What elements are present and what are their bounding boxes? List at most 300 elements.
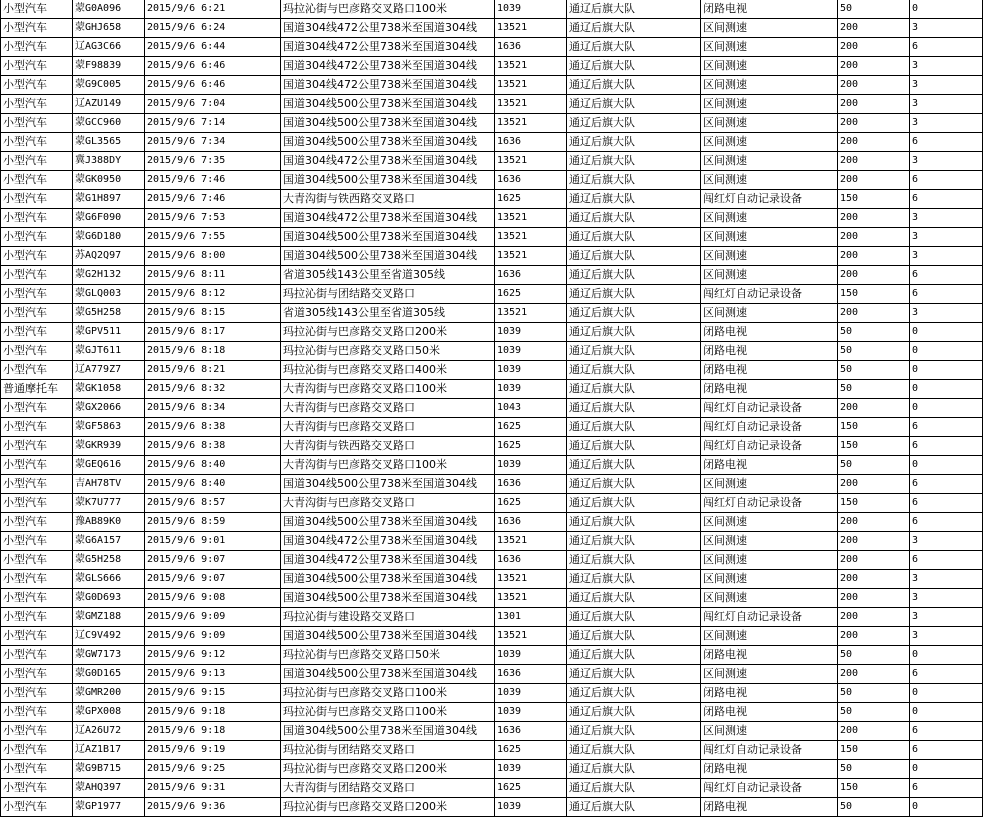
vehicle-type-cell: 小型汽车 xyxy=(1,722,73,741)
device-type-cell: 区间测速 xyxy=(701,589,838,608)
points-cell: 6 xyxy=(910,779,983,798)
department-cell: 通辽后旗大队 xyxy=(567,551,701,570)
vehicle-type-cell: 小型汽车 xyxy=(1,532,73,551)
vehicle-type-cell: 小型汽车 xyxy=(1,228,73,247)
points-cell: 0 xyxy=(910,684,983,703)
department-cell: 通辽后旗大队 xyxy=(567,57,701,76)
table-row xyxy=(1,779,983,798)
points-cell: 6 xyxy=(910,418,983,437)
violation-code-cell: 1636 xyxy=(495,551,567,570)
plate-number-cell: 蒙GJT611 xyxy=(73,342,145,361)
vehicle-type-cell: 小型汽车 xyxy=(1,798,73,817)
vehicle-type-cell: 小型汽车 xyxy=(1,779,73,798)
time-cell: 2015/9/6 6:46 xyxy=(145,76,281,95)
time-cell: 2015/9/6 6:46 xyxy=(145,57,281,76)
time-cell: 2015/9/6 9:09 xyxy=(145,627,281,646)
points-cell: 0 xyxy=(910,399,983,418)
points-cell: 3 xyxy=(910,608,983,627)
device-type-cell: 闭路电视 xyxy=(701,760,838,779)
violation-code-cell: 13521 xyxy=(495,57,567,76)
time-cell: 2015/9/6 9:31 xyxy=(145,779,281,798)
vehicle-type-cell: 小型汽车 xyxy=(1,665,73,684)
plate-number-cell: 蒙G5H258 xyxy=(73,304,145,323)
department-cell: 通辽后旗大队 xyxy=(567,703,701,722)
fine-amount-cell: 200 xyxy=(838,399,910,418)
vehicle-type-cell: 小型汽车 xyxy=(1,418,73,437)
vehicle-type-cell: 小型汽车 xyxy=(1,114,73,133)
violation-code-cell: 1039 xyxy=(495,684,567,703)
device-type-cell: 闭路电视 xyxy=(701,361,838,380)
plate-number-cell: 蒙G0D165 xyxy=(73,665,145,684)
device-type-cell: 区间测速 xyxy=(701,133,838,152)
fine-amount-cell: 150 xyxy=(838,741,910,760)
fine-amount-cell: 200 xyxy=(838,133,910,152)
location-cell: 玛拉沁街与巴彦路交叉路口100米 xyxy=(281,703,495,722)
points-cell: 6 xyxy=(910,285,983,304)
time-cell: 2015/9/6 6:24 xyxy=(145,19,281,38)
plate-number-cell: 蒙G5H258 xyxy=(73,551,145,570)
device-type-cell: 闯红灯自动记录设备 xyxy=(701,494,838,513)
device-type-cell: 区间测速 xyxy=(701,114,838,133)
fine-amount-cell: 150 xyxy=(838,494,910,513)
violation-code-cell: 1039 xyxy=(495,0,567,19)
location-cell: 玛拉沁街与巴彦路交叉路口200米 xyxy=(281,760,495,779)
department-cell: 通辽后旗大队 xyxy=(567,76,701,95)
points-cell: 6 xyxy=(910,133,983,152)
fine-amount-cell: 50 xyxy=(838,361,910,380)
department-cell: 通辽后旗大队 xyxy=(567,684,701,703)
device-type-cell: 区间测速 xyxy=(701,171,838,190)
device-type-cell: 区间测速 xyxy=(701,152,838,171)
location-cell: 国道304线472公里738米至国道304线 xyxy=(281,551,495,570)
location-cell: 玛拉沁街与巴彦路交叉路口200米 xyxy=(281,323,495,342)
fine-amount-cell: 150 xyxy=(838,285,910,304)
points-cell: 3 xyxy=(910,304,983,323)
table-row xyxy=(1,665,983,684)
fine-amount-cell: 200 xyxy=(838,228,910,247)
violation-code-cell: 13521 xyxy=(495,95,567,114)
department-cell: 通辽后旗大队 xyxy=(567,456,701,475)
plate-number-cell: 吉AH78TV xyxy=(73,475,145,494)
fine-amount-cell: 200 xyxy=(838,551,910,570)
points-cell: 3 xyxy=(910,228,983,247)
table-row xyxy=(1,494,983,513)
vehicle-type-cell: 小型汽车 xyxy=(1,437,73,456)
department-cell: 通辽后旗大队 xyxy=(567,266,701,285)
vehicle-type-cell: 小型汽车 xyxy=(1,171,73,190)
points-cell: 6 xyxy=(910,475,983,494)
table-row xyxy=(1,361,983,380)
table-row xyxy=(1,266,983,285)
table-row xyxy=(1,95,983,114)
table-row xyxy=(1,646,983,665)
device-type-cell: 区间测速 xyxy=(701,551,838,570)
points-cell: 0 xyxy=(910,0,983,19)
points-cell: 0 xyxy=(910,646,983,665)
table-row xyxy=(1,513,983,532)
time-cell: 2015/9/6 8:21 xyxy=(145,361,281,380)
table-row xyxy=(1,760,983,779)
plate-number-cell: 蒙G0D693 xyxy=(73,589,145,608)
time-cell: 2015/9/6 8:34 xyxy=(145,399,281,418)
location-cell: 玛拉沁街与巴彦路交叉路口50米 xyxy=(281,342,495,361)
location-cell: 大青沟街与巴彦路交叉路口100米 xyxy=(281,456,495,475)
points-cell: 0 xyxy=(910,380,983,399)
location-cell: 国道304线500公里738米至国道304线 xyxy=(281,722,495,741)
points-cell: 6 xyxy=(910,171,983,190)
points-cell: 6 xyxy=(910,494,983,513)
table-row xyxy=(1,209,983,228)
time-cell: 2015/9/6 7:46 xyxy=(145,171,281,190)
fine-amount-cell: 50 xyxy=(838,0,910,19)
points-cell: 0 xyxy=(910,703,983,722)
department-cell: 通辽后旗大队 xyxy=(567,665,701,684)
fine-amount-cell: 200 xyxy=(838,266,910,285)
department-cell: 通辽后旗大队 xyxy=(567,589,701,608)
vehicle-type-cell: 小型汽车 xyxy=(1,741,73,760)
violation-code-cell: 13521 xyxy=(495,570,567,589)
department-cell: 通辽后旗大队 xyxy=(567,95,701,114)
department-cell: 通辽后旗大队 xyxy=(567,38,701,57)
vehicle-type-cell: 小型汽车 xyxy=(1,589,73,608)
time-cell: 2015/9/6 9:19 xyxy=(145,741,281,760)
table-row xyxy=(1,76,983,95)
department-cell: 通辽后旗大队 xyxy=(567,741,701,760)
time-cell: 2015/9/6 8:11 xyxy=(145,266,281,285)
location-cell: 国道304线472公里738米至国道304线 xyxy=(281,57,495,76)
plate-number-cell: 蒙GLS666 xyxy=(73,570,145,589)
fine-amount-cell: 50 xyxy=(838,703,910,722)
device-type-cell: 闯红灯自动记录设备 xyxy=(701,418,838,437)
department-cell: 通辽后旗大队 xyxy=(567,171,701,190)
fine-amount-cell: 50 xyxy=(838,646,910,665)
device-type-cell: 闯红灯自动记录设备 xyxy=(701,285,838,304)
points-cell: 3 xyxy=(910,209,983,228)
time-cell: 2015/9/6 7:46 xyxy=(145,190,281,209)
table-row xyxy=(1,722,983,741)
time-cell: 2015/9/6 8:57 xyxy=(145,494,281,513)
vehicle-type-cell: 小型汽车 xyxy=(1,266,73,285)
plate-number-cell: 辽AZU149 xyxy=(73,95,145,114)
points-cell: 6 xyxy=(910,437,983,456)
time-cell: 2015/9/6 9:01 xyxy=(145,532,281,551)
fine-amount-cell: 50 xyxy=(838,342,910,361)
department-cell: 通辽后旗大队 xyxy=(567,437,701,456)
time-cell: 2015/9/6 8:32 xyxy=(145,380,281,399)
device-type-cell: 区间测速 xyxy=(701,665,838,684)
violation-code-cell: 1039 xyxy=(495,361,567,380)
violation-code-cell: 1039 xyxy=(495,380,567,399)
plate-number-cell: 蒙AHQ397 xyxy=(73,779,145,798)
points-cell: 3 xyxy=(910,589,983,608)
department-cell: 通辽后旗大队 xyxy=(567,380,701,399)
violation-code-cell: 1636 xyxy=(495,38,567,57)
location-cell: 省道305线143公里至省道305线 xyxy=(281,266,495,285)
fine-amount-cell: 200 xyxy=(838,114,910,133)
table-row xyxy=(1,285,983,304)
table-row xyxy=(1,570,983,589)
time-cell: 2015/9/6 9:07 xyxy=(145,570,281,589)
plate-number-cell: 蒙GL3565 xyxy=(73,133,145,152)
vehicle-type-cell: 小型汽车 xyxy=(1,76,73,95)
fine-amount-cell: 150 xyxy=(838,437,910,456)
plate-number-cell: 蒙GX2066 xyxy=(73,399,145,418)
plate-number-cell: 蒙G6F090 xyxy=(73,209,145,228)
location-cell: 省道305线143公里至省道305线 xyxy=(281,304,495,323)
fine-amount-cell: 200 xyxy=(838,247,910,266)
device-type-cell: 区间测速 xyxy=(701,570,838,589)
fine-amount-cell: 50 xyxy=(838,323,910,342)
fine-amount-cell: 200 xyxy=(838,304,910,323)
device-type-cell: 闭路电视 xyxy=(701,703,838,722)
department-cell: 通辽后旗大队 xyxy=(567,133,701,152)
points-cell: 0 xyxy=(910,798,983,817)
time-cell: 2015/9/6 8:40 xyxy=(145,475,281,494)
location-cell: 国道304线500公里738米至国道304线 xyxy=(281,133,495,152)
department-cell: 通辽后旗大队 xyxy=(567,532,701,551)
plate-number-cell: 蒙GMZ188 xyxy=(73,608,145,627)
violation-code-cell: 13521 xyxy=(495,304,567,323)
location-cell: 大青沟街与巴彦路交叉路口100米 xyxy=(281,380,495,399)
violation-code-cell: 13521 xyxy=(495,152,567,171)
violation-code-cell: 1636 xyxy=(495,475,567,494)
plate-number-cell: 蒙GF5863 xyxy=(73,418,145,437)
time-cell: 2015/9/6 8:40 xyxy=(145,456,281,475)
points-cell: 0 xyxy=(910,323,983,342)
violation-code-cell: 1039 xyxy=(495,646,567,665)
table-row xyxy=(1,741,983,760)
department-cell: 通辽后旗大队 xyxy=(567,152,701,171)
department-cell: 通辽后旗大队 xyxy=(567,190,701,209)
location-cell: 国道304线500公里738米至国道304线 xyxy=(281,589,495,608)
time-cell: 2015/9/6 9:12 xyxy=(145,646,281,665)
plate-number-cell: 辽C9V492 xyxy=(73,627,145,646)
location-cell: 大青沟街与团结路交叉路口 xyxy=(281,779,495,798)
vehicle-type-cell: 小型汽车 xyxy=(1,209,73,228)
plate-number-cell: 蒙GKR939 xyxy=(73,437,145,456)
device-type-cell: 区间测速 xyxy=(701,266,838,285)
location-cell: 玛拉沁街与团结路交叉路口 xyxy=(281,741,495,760)
location-cell: 国道304线472公里738米至国道304线 xyxy=(281,38,495,57)
violation-code-cell: 1625 xyxy=(495,494,567,513)
device-type-cell: 区间测速 xyxy=(701,247,838,266)
department-cell: 通辽后旗大队 xyxy=(567,228,701,247)
points-cell: 6 xyxy=(910,190,983,209)
time-cell: 2015/9/6 7:14 xyxy=(145,114,281,133)
plate-number-cell: 蒙G1H897 xyxy=(73,190,145,209)
department-cell: 通辽后旗大队 xyxy=(567,722,701,741)
time-cell: 2015/9/6 9:09 xyxy=(145,608,281,627)
violation-code-cell: 1301 xyxy=(495,608,567,627)
points-cell: 0 xyxy=(910,760,983,779)
plate-number-cell: 苏AQ2Q97 xyxy=(73,247,145,266)
plate-number-cell: 蒙G6D180 xyxy=(73,228,145,247)
table-row xyxy=(1,475,983,494)
table-row xyxy=(1,57,983,76)
table-row xyxy=(1,19,983,38)
time-cell: 2015/9/6 8:38 xyxy=(145,437,281,456)
time-cell: 2015/9/6 6:21 xyxy=(145,0,281,19)
plate-number-cell: 豫AB89K0 xyxy=(73,513,145,532)
plate-number-cell: 辽AZ1B17 xyxy=(73,741,145,760)
plate-number-cell: 蒙F98839 xyxy=(73,57,145,76)
violation-code-cell: 1625 xyxy=(495,741,567,760)
table-row xyxy=(1,323,983,342)
table-row xyxy=(1,589,983,608)
violation-code-cell: 1625 xyxy=(495,418,567,437)
fine-amount-cell: 200 xyxy=(838,95,910,114)
department-cell: 通辽后旗大队 xyxy=(567,475,701,494)
time-cell: 2015/9/6 8:17 xyxy=(145,323,281,342)
device-type-cell: 区间测速 xyxy=(701,19,838,38)
department-cell: 通辽后旗大队 xyxy=(567,361,701,380)
violation-code-cell: 1039 xyxy=(495,456,567,475)
violation-code-cell: 1039 xyxy=(495,342,567,361)
plate-number-cell: 辽A779Z7 xyxy=(73,361,145,380)
location-cell: 玛拉沁街与巴彦路交叉路口100米 xyxy=(281,684,495,703)
department-cell: 通辽后旗大队 xyxy=(567,19,701,38)
time-cell: 2015/9/6 7:34 xyxy=(145,133,281,152)
department-cell: 通辽后旗大队 xyxy=(567,399,701,418)
device-type-cell: 闭路电视 xyxy=(701,684,838,703)
department-cell: 通辽后旗大队 xyxy=(567,418,701,437)
location-cell: 国道304线500公里738米至国道304线 xyxy=(281,114,495,133)
violation-code-cell: 13521 xyxy=(495,532,567,551)
points-cell: 3 xyxy=(910,152,983,171)
device-type-cell: 区间测速 xyxy=(701,627,838,646)
time-cell: 2015/9/6 7:53 xyxy=(145,209,281,228)
points-cell: 6 xyxy=(910,665,983,684)
fine-amount-cell: 200 xyxy=(838,171,910,190)
table-row xyxy=(1,190,983,209)
fine-amount-cell: 50 xyxy=(838,760,910,779)
plate-number-cell: 蒙G0A096 xyxy=(73,0,145,19)
location-cell: 玛拉沁街与巴彦路交叉路口100米 xyxy=(281,0,495,19)
fine-amount-cell: 200 xyxy=(838,665,910,684)
location-cell: 玛拉沁街与巴彦路交叉路口200米 xyxy=(281,798,495,817)
device-type-cell: 闭路电视 xyxy=(701,380,838,399)
points-cell: 3 xyxy=(910,95,983,114)
time-cell: 2015/9/6 8:00 xyxy=(145,247,281,266)
points-cell: 3 xyxy=(910,532,983,551)
points-cell: 6 xyxy=(910,551,983,570)
table-row xyxy=(1,0,983,19)
vehicle-type-cell: 小型汽车 xyxy=(1,342,73,361)
vehicle-type-cell: 小型汽车 xyxy=(1,627,73,646)
device-type-cell: 区间测速 xyxy=(701,228,838,247)
fine-amount-cell: 150 xyxy=(838,779,910,798)
vehicle-type-cell: 小型汽车 xyxy=(1,399,73,418)
location-cell: 国道304线500公里738米至国道304线 xyxy=(281,228,495,247)
department-cell: 通辽后旗大队 xyxy=(567,513,701,532)
department-cell: 通辽后旗大队 xyxy=(567,570,701,589)
device-type-cell: 区间测速 xyxy=(701,722,838,741)
points-cell: 6 xyxy=(910,38,983,57)
violation-code-cell: 1636 xyxy=(495,171,567,190)
time-cell: 2015/9/6 8:59 xyxy=(145,513,281,532)
fine-amount-cell: 200 xyxy=(838,608,910,627)
plate-number-cell: 蒙G9C005 xyxy=(73,76,145,95)
violation-code-cell: 13521 xyxy=(495,114,567,133)
department-cell: 通辽后旗大队 xyxy=(567,209,701,228)
vehicle-type-cell: 小型汽车 xyxy=(1,684,73,703)
vehicle-type-cell: 小型汽车 xyxy=(1,361,73,380)
table-row xyxy=(1,171,983,190)
device-type-cell: 区间测速 xyxy=(701,532,838,551)
table-row xyxy=(1,437,983,456)
location-cell: 国道304线500公里738米至国道304线 xyxy=(281,95,495,114)
plate-number-cell: 蒙G6A157 xyxy=(73,532,145,551)
points-cell: 6 xyxy=(910,722,983,741)
device-type-cell: 闯红灯自动记录设备 xyxy=(701,437,838,456)
device-type-cell: 闭路电视 xyxy=(701,342,838,361)
plate-number-cell: 辽AG3C66 xyxy=(73,38,145,57)
vehicle-type-cell: 小型汽车 xyxy=(1,646,73,665)
plate-number-cell: 蒙GHJ658 xyxy=(73,19,145,38)
violation-code-cell: 1636 xyxy=(495,133,567,152)
location-cell: 大青沟街与铁西路交叉路口 xyxy=(281,437,495,456)
fine-amount-cell: 200 xyxy=(838,38,910,57)
vehicle-type-cell: 小型汽车 xyxy=(1,608,73,627)
violation-code-cell: 13521 xyxy=(495,589,567,608)
table-row xyxy=(1,418,983,437)
device-type-cell: 闯红灯自动记录设备 xyxy=(701,190,838,209)
vehicle-type-cell: 小型汽车 xyxy=(1,760,73,779)
table-row xyxy=(1,228,983,247)
department-cell: 通辽后旗大队 xyxy=(567,247,701,266)
location-cell: 玛拉沁街与建设路交叉路口 xyxy=(281,608,495,627)
time-cell: 2015/9/6 9:18 xyxy=(145,703,281,722)
plate-number-cell: 蒙GLQ003 xyxy=(73,285,145,304)
points-cell: 3 xyxy=(910,19,983,38)
fine-amount-cell: 50 xyxy=(838,456,910,475)
violation-code-cell: 1039 xyxy=(495,323,567,342)
table-row xyxy=(1,342,983,361)
department-cell: 通辽后旗大队 xyxy=(567,114,701,133)
points-cell: 0 xyxy=(910,361,983,380)
department-cell: 通辽后旗大队 xyxy=(567,323,701,342)
fine-amount-cell: 200 xyxy=(838,722,910,741)
fine-amount-cell: 150 xyxy=(838,190,910,209)
location-cell: 大青沟街与铁西路交叉路口 xyxy=(281,190,495,209)
device-type-cell: 闭路电视 xyxy=(701,0,838,19)
vehicle-type-cell: 小型汽车 xyxy=(1,456,73,475)
device-type-cell: 区间测速 xyxy=(701,57,838,76)
plate-number-cell: 蒙GMR200 xyxy=(73,684,145,703)
time-cell: 2015/9/6 8:15 xyxy=(145,304,281,323)
violation-code-cell: 13521 xyxy=(495,247,567,266)
fine-amount-cell: 200 xyxy=(838,152,910,171)
time-cell: 2015/9/6 9:15 xyxy=(145,684,281,703)
device-type-cell: 闭路电视 xyxy=(701,323,838,342)
fine-amount-cell: 200 xyxy=(838,627,910,646)
points-cell: 3 xyxy=(910,570,983,589)
device-type-cell: 区间测速 xyxy=(701,209,838,228)
vehicle-type-cell: 小型汽车 xyxy=(1,304,73,323)
device-type-cell: 闯红灯自动记录设备 xyxy=(701,741,838,760)
time-cell: 2015/9/6 9:18 xyxy=(145,722,281,741)
table-row xyxy=(1,684,983,703)
device-type-cell: 闯红灯自动记录设备 xyxy=(701,399,838,418)
department-cell: 通辽后旗大队 xyxy=(567,608,701,627)
department-cell: 通辽后旗大队 xyxy=(567,494,701,513)
location-cell: 大青沟街与巴彦路交叉路口 xyxy=(281,399,495,418)
vehicle-type-cell: 小型汽车 xyxy=(1,475,73,494)
vehicle-type-cell: 小型汽车 xyxy=(1,38,73,57)
department-cell: 通辽后旗大队 xyxy=(567,646,701,665)
plate-number-cell: 蒙GW7173 xyxy=(73,646,145,665)
plate-number-cell: 蒙GCC960 xyxy=(73,114,145,133)
